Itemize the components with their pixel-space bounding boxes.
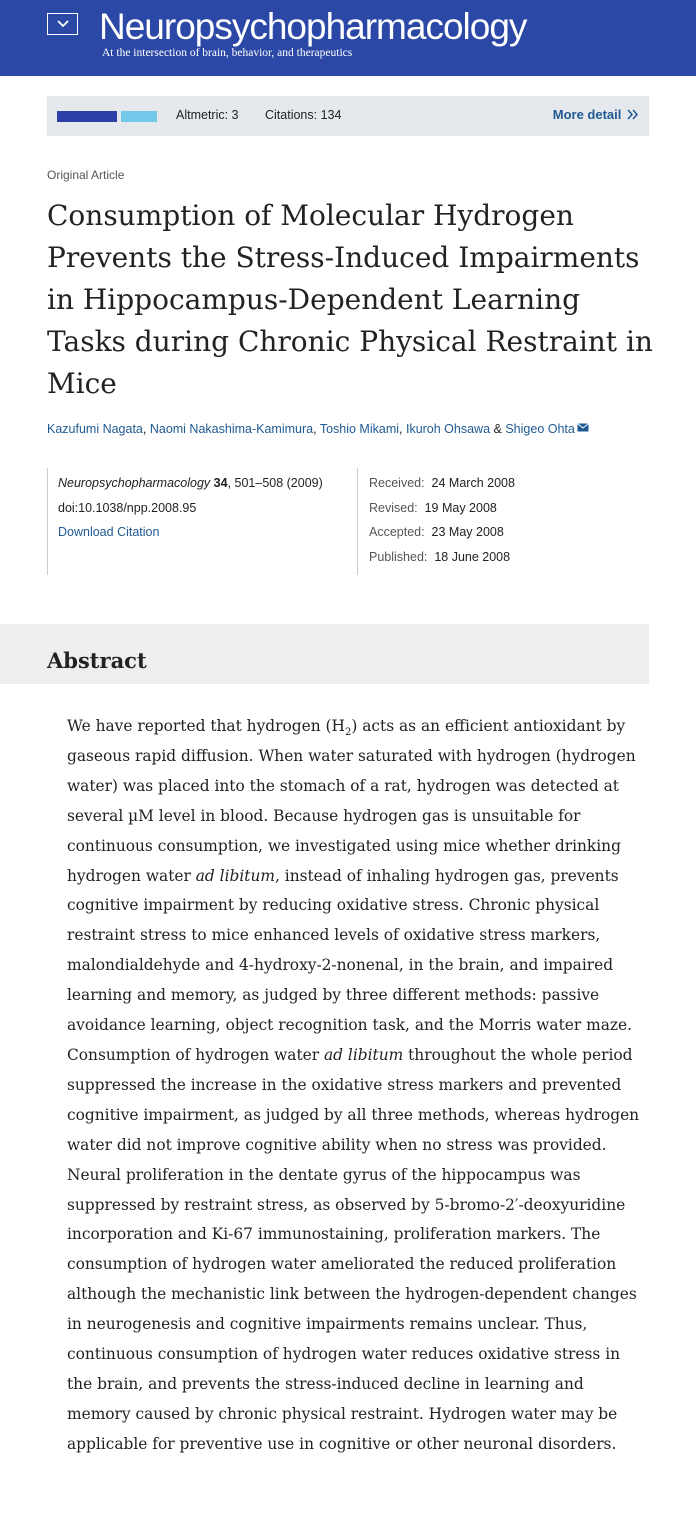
abstract-segment: , instead of inhaling hydrogen gas, prevents cognitive impairment by reducing oxidative stress. Chronic physical restraint stress to mice enhanced levels of oxidative stress markers, malondialdehyde and 4-hydroxy-2-nonenal, in the brain, and impaired learning and memory, as judged by three different methods: passive avoidance learning, object recognition task, and the Morris water maze. Consumption of hydrogen water <box>67 866 632 1064</box>
citations-count: Citations: 134 <box>265 108 342 122</box>
citation-doi: doi:10.1038/npp.2008.95 <box>58 500 197 515</box>
journal-header <box>0 0 696 76</box>
abstract-heading: Abstract <box>47 648 147 673</box>
author-link[interactable]: Kazufumi Nagata <box>47 422 143 436</box>
author-link[interactable]: Naomi Nakashima-Kamimura <box>149 422 314 436</box>
date-row-published <box>369 542 647 567</box>
date-value: 19 May 2008 <box>424 500 497 515</box>
menu-button[interactable] <box>47 13 78 35</box>
author-separator: , <box>142 422 150 436</box>
citation-journal: Neuropsychopharmacology <box>58 476 211 490</box>
author-link[interactable]: Ikuroh Ohsawa <box>405 422 491 436</box>
date-row-revised <box>369 493 647 518</box>
article-type: Original Article <box>47 168 125 182</box>
citation-info <box>47 468 347 575</box>
date-label: Revised: <box>369 500 418 515</box>
date-label: Published: <box>369 550 428 565</box>
altmetric-bar-primary[interactable] <box>57 111 117 122</box>
date-value: 23 May 2008 <box>431 525 504 540</box>
citation-line <box>58 468 347 493</box>
journal-tagline: At the intersection of brain, behavior, and therapeutics <box>102 47 353 59</box>
abstract-italic: ad libitum <box>323 1045 404 1064</box>
abstract-italic: ad libitum <box>195 866 275 885</box>
journal-name[interactable]: Neuropsychopharmacology <box>99 6 527 47</box>
author-separator: , <box>399 422 406 436</box>
date-value: 24 March 2008 <box>431 476 515 490</box>
altmetric-bar-secondary[interactable] <box>121 111 157 122</box>
metrics-bar <box>47 96 649 136</box>
more-detail-label: More detail <box>552 107 622 122</box>
author-link[interactable]: Toshio Mikami <box>319 422 400 436</box>
abstract-segment: throughout the whole period suppressed the increase in the oxidative stress markers and prevented cognitive impairment, as judged by all three methods, whereas hydrogen water did not improve cognitive ability when no stress was provided. Neural proliferation in the dentate gyrus of the hippocampus was suppressed by restraint stress, as observed by 5-bromo-2′-deoxyuridine incorporation and Ki-67 immunostaining, proliferation markers. The consumption of hydrogen water ameliorated the reduced proliferation although the mechanistic link between the hydrogen-dependent changes in neurogenesis and cognitive impairments remains unclear. Thus, continuous consumption of hydrogen water reduces oxidative stress in the brain, and prevents the stress-induced decline in learning and memory caused by chronic physical restraint. Hydrogen water may be applicable for preventive use in cognitive or other neuronal disorders. <box>67 1045 640 1453</box>
download-citation-link[interactable]: Download Citation <box>58 525 160 539</box>
article-title: Consumption of Molecular Hydrogen Prevents the Stress-Induced Impairments in Hippocampus-Dependent Learning Tasks during Chronic Physical Restraint in Mice <box>47 199 653 400</box>
chevron-down-icon <box>57 20 69 28</box>
article-dates <box>357 468 647 575</box>
author-separator: , <box>313 422 320 436</box>
author-separator: & <box>490 422 506 436</box>
citation-pages: , 501–508 (2009) <box>227 476 323 490</box>
citation-volume: 34 <box>213 476 228 490</box>
altmetric-score: Altmetric: 3 <box>176 108 239 122</box>
author-list <box>47 422 589 436</box>
abstract-segment: We have reported that hydrogen (H <box>67 717 345 735</box>
date-label: Accepted: <box>369 525 425 540</box>
more-detail-link[interactable] <box>553 107 639 122</box>
mail-icon[interactable] <box>577 423 589 432</box>
abstract-section-header <box>0 624 649 684</box>
date-label: Received: <box>369 476 425 490</box>
author-link[interactable]: Shigeo Ohta <box>505 422 575 436</box>
abstract-text <box>67 712 645 1460</box>
abstract-subscript: 2 <box>344 727 352 739</box>
date-value: 18 June 2008 <box>434 550 511 565</box>
double-chevron-right-icon <box>627 109 639 120</box>
date-row-accepted <box>369 517 647 542</box>
date-row-received <box>369 468 647 493</box>
abstract-segment: ) acts as an efficient antioxidant by gaseous rapid diffusion. When water saturated with hydrogen (hydrogen water) was placed into the stomach of a rat, hydrogen was detected at several µM level in blood. Because hydrogen gas is unsuitable for continuous consumption, we investigated using mice whether drinking hydrogen water <box>67 717 636 885</box>
